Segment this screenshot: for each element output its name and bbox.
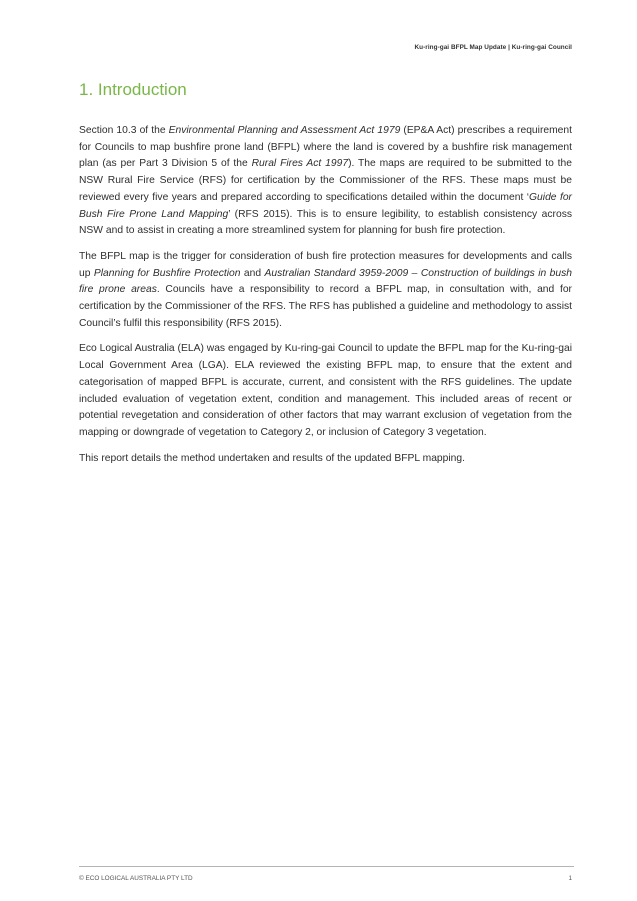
- p1-guide-title: Guide for Bush Fire Prone Land Mapping: [79, 191, 572, 220]
- page-number: 1: [568, 875, 572, 882]
- p1-rural-fires-act: Rural Fires Act 1997: [251, 158, 349, 170]
- p1-text-e: ). The maps are required to be submitted to the NSW Rural Fire Service (RFS) for certification by the Commissioner of the RFS. These maps must be reviewed every five years and prepared according to specifications detailed within the document ‘: [79, 158, 572, 203]
- section-heading: 1. Introduction: [79, 80, 187, 99]
- p1-act-title: Environmental Planning and Assessment Act 1979: [168, 125, 401, 136]
- paragraph-3: Eco Logical Australia (ELA) was engaged by Ku-ring-gai Council to update the BFPL map for the Ku-ring-gai Local Government Area (LGA). ELA reviewed the existing BFPL map, to ensure that the extent and categorisation of mapped BFPL is accurate, current, and consistent with the RFS guidelines. The update included evaluation of vegetation extent, condition and management. This included areas of recent or potential revegetation and consideration of other factors that may warrant exclusion of vegetation from the mapping or downgrade of vegetation to Category 2, or inclusion of Category 3 vegetation.: [79, 343, 572, 438]
- footer-divider: [79, 866, 574, 867]
- body-text: [79, 123, 572, 476]
- p1-text-c: (EP&A Act) prescribes a requirement for Councils to map bushfire prone land (BFPL) where the land is covered by a bushfire risk management plan (as per Part 3 Division 5 of the: [79, 125, 572, 170]
- p1-text-g: ’ (RFS 2015). This is to ensure legibility, to establish consistency across NSW and to assist in creating a more streamlined system for planning for bush fire protection.: [79, 208, 572, 237]
- paragraph-1: [79, 123, 572, 240]
- p2-text-c: and: [240, 267, 265, 279]
- p2-text-a: The BFPL map is the trigger for consideration of bush fire protection measures for developments and calls up: [79, 250, 572, 279]
- p2-pbp-title: Planning for Bushfire Protection: [93, 267, 241, 279]
- p2-text-e: . Councils have a responsibility to record a BFPL map, in consultation with, and for certification by the Commissioner of the RFS. The RFS has published a guideline and methodology to assist Council’s fulfil this responsibility (RFS 2015).: [79, 284, 572, 329]
- p1-text-a: Section 10.3 of the: [79, 125, 169, 136]
- paragraph-4: This report details the method undertaken and results of the updated BFPL mapping.: [79, 452, 465, 464]
- p2-standard-title: Australian Standard 3959-2009 – Construction of buildings in bush fire prone areas: [79, 267, 572, 296]
- footer-copyright: © ECO LOGICAL AUSTRALIA PTY LTD: [79, 875, 193, 882]
- paragraph-2: [79, 249, 572, 333]
- running-header: Ku-ring-gai BFPL Map Update | Ku-ring-gai Council: [414, 44, 572, 51]
